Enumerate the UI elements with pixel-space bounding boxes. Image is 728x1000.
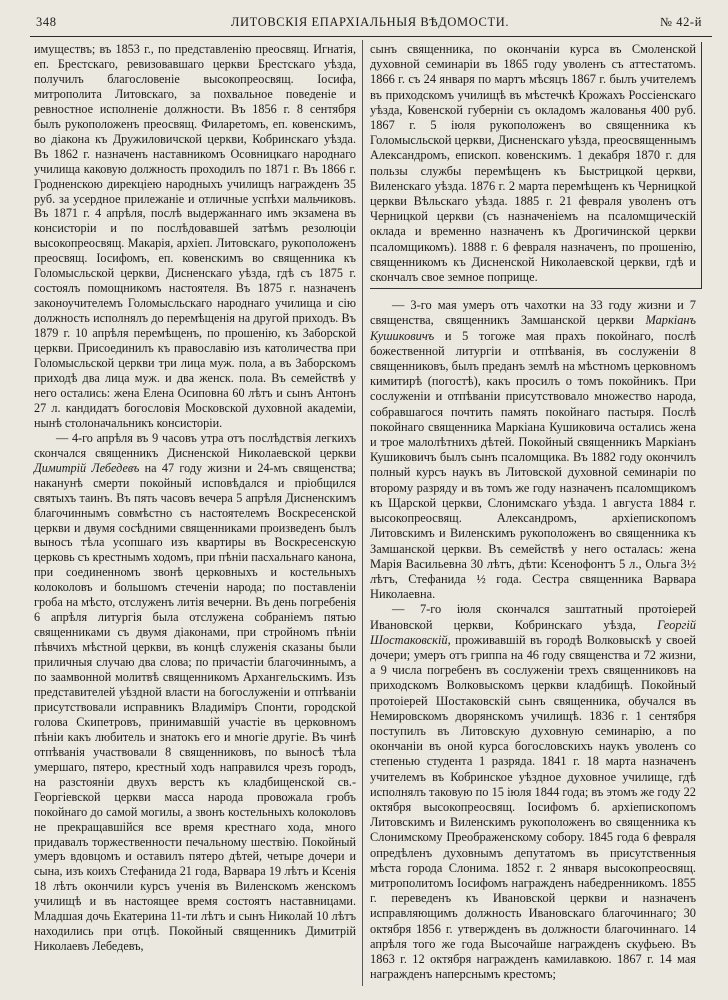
header-rule — [30, 36, 712, 37]
obituary-lebedev-body: на 47 году жизни и 24-мъ священства; наканунѣ смерти покойный исповѣдался и пріобщился святыхъ таинъ. Въ пять часовъ вечера 5 апрѣля Дисненскимъ благочиннымъ совмѣстно съ настоятелемъ Воскресенской церкви и двумя сосѣдними священниками произведенъ былъ выносъ тѣла усопшаго изъ квартиры въ Воскресенскую церковь съ крестнымъ ходомъ, при пѣніи пасхальнаго канона, при соединенномъ звонѣ церковныхъ и костельныхъ колоколовъ и большомъ стеченіи народа; по поставленіи гроба на мѣсто, отслуженъ литія вечерни. Въ день погребенія 6 апрѣля литургія была отслужена собраніемъ пятью священниками съ двумя діаконами, при стройномъ пѣніи пѣвчихъ мѣстной церкви, въ концѣ служенія сказаны были приличныя случаю два слова; по причастіи благочиннымъ, а по заамвонной молитвѣ священникомъ Архангельскимъ. Изъ представителей уѣздной власти на богослуженіи и отпѣваніи присутствовали исправникъ Владиміръ Спонти, городской голова Скипетровъ, принимавшій участіе въ церковномъ пѣніи какъ любитель и знатокъ его и многіе другіе. Въ чинѣ отпѣванія участвовали 8 священниковъ, по выносѣ тѣла умершаго, пятеро, крестный ходъ направился чрезъ городъ, на разстояніи двухъ верстъ къ кладбищенской св.-Георгіевской церкви масса народа провожала гробъ покойнаго до самой могилы, а звонъ костельныхъ колоколовъ не прекращавшійся все время крестнаго хода, много придавалъ торжественности печальному шествію. Покойный умеръ вдовцомъ и оставилъ пятеро дѣтей, четыре дочери и сына, изъ коихъ Стефанида 21 года, Варвара 19 лѣтъ и Ксенія 18 лѣтъ окончили курсъ ученія въ Виленскомъ женскомъ училищѣ и въ настоящее время состоятъ наставницами. Младшая дочь Екатерина 11-ти лѣтъ и сынъ Николай 10 лѣтъ находились при отцѣ. Покойный священникъ Димитрій Николаевъ Лебедевъ, — [34, 460, 356, 954]
obituary-kushikovich — [370, 298, 696, 602]
left-column — [34, 42, 356, 954]
page-header — [30, 13, 710, 33]
person-name-kushikovich: Маркіанъ Кушиковичъ — [370, 313, 696, 343]
publication-title: ЛИТОВСКІЯ ЕПАРХІАЛЬНЫЯ ВѢДОМОСТИ. — [230, 15, 510, 29]
boxed-continuation — [370, 42, 702, 289]
obituary-lebedev — [34, 431, 356, 954]
lebedev-biography: сынъ священника, по окончаніи курса въ Смоленской духовной семинаріи въ 1865 году уволенъ съ аттестатомъ. 1866 г. съ 24 января по мартъ мѣсяцъ 1867 г. былъ учителемъ въ приходскомъ училищѣ въ мѣстечкѣ Крожахъ Россіенскаго уѣзда, Ковенской губерніи съ окладомъ жалованья 400 руб. 1867 г. 5 іюля рукоположенъ во священника къ Голомысльской церкви, Дисненскаго уѣзда, преосвященнымъ Александромъ, епископ. ковенскимъ. 1 декабря 1870 г. для пользы службы перемѣщенъ къ Быстрицкой церкви, Виленскаго уѣзда. 1876 г. 2 марта перемѣщенъ къ Черницкой церкви Вѣльскаго уѣзда. 1885 г. 21 февраля уволенъ отъ Черницкой церкви (съ назначеніемъ на псаломщическій оклада и временно назначенъ къ Дрогичинской церкви псаломщикомъ). 1888 г. 6 февраля назначенъ, по прошенію, священникомъ къ Дисненской Николаевской церкви, гдѣ и скончалъ свое земное поприще. — [370, 42, 697, 285]
issue-number: № 42-й — [659, 15, 702, 29]
obituary-shostakovsky-body: , проживавшій въ городѣ Волковыскѣ у своей дочери; умеръ отъ гриппа на 46 году священства и 72 жизни, а 9 числа погребенъ въ сослуженіи трехъ священниковъ на приходскомъ Волковыскомъ церкви кладбищѣ. Покойный протоіерей Шостаковскій сынъ священника, обучался въ Немировскомъ дворянскомъ училищѣ. 1836 г. 1 сентября поступилъ въ Литовскую духовную семинарію, а по окончаніи въ оной курса богословскихъ наукъ уволенъ со степенью студента 1 разряда. 1841 г. 18 марта назначенъ учителемъ въ Кобринское уѣздное духовное училище, гдѣ исполнялъ таковую по 15 іюля 1844 года; въ этомъ же году 22 октября высокопреосвящ. Іосифомъ б. архіепископомъ Литовскимъ и Виленскимъ рукоположенъ во священника къ Слонимскому Преображенскому собору. 1845 года 6 февраля опредѣленъ духовнымъ депутатомъ въ присутственныя мѣста города Слонима. 1852 г. 2 января высокопреосвящ. митрополитомъ Іосифомъ награжденъ набедренникомъ. 1855 г. переведенъ къ Ивановской церкви и назначенъ исправляющимъ должность Ивановскаго благочиннаго; 30 октября 1856 г. утвержденъ въ должности благочиннаго. 14 апрѣля того же года Высочайше награжденъ скуфьею. Въ 1863 г. 12 октября награжденъ камилавкою. 1867 г. 14 мая награжденъ наперснымъ крестомъ; — [370, 632, 696, 982]
obituary-shostakovsky-intro: — 7-го іюля скончался заштатный протоіерей Ивановской церкви, Кобринскаго уѣзда, — [370, 602, 696, 632]
obituary-kushikovich-intro: — 3-го мая умеръ отъ чахотки на 33 году жизни и 7 священства, священникъ Замшанской церкви — [370, 298, 696, 328]
person-name-shostakovsky: Георгій Шостаковскій — [370, 617, 696, 647]
person-name-lebedev: Димитрій Лебедевъ — [34, 460, 140, 475]
column-divider — [362, 40, 363, 986]
article-continuation: имуществъ; въ 1853 г., по представленію преосвящ. Игнатія, еп. Брестскаго, ревизовавшаго церкви Брестскаго уѣзда, получилъ благословеніе высокопреосвящ. Іосифа, митрополита Литовскаго, за похвальное поведеніе и ревностное исполненіе должности. Въ 1856 г. 8 сентября былъ рукоположенъ преосвящ. Филаретомъ, еп. ковенскимъ, во діакона къ Дружиловичской церкви, Кобринскаго уѣзда. Въ 1862 г. назначенъ наставникомъ Осовницкаго народнаго училища каковую должность проходилъ по 1871 г. Въ 1866 г. Гродненскою дирекціею народныхъ училищъ награжденъ 35 руб. за усердное прилежаніе и отличные успѣхи мальчиковъ. Въ 1871 г. 4 апрѣля, послѣ выдержаннаго имъ экзамена въ консисторіи и по послѣдовавшей затѣмъ резолюціи высокопреосвящ. Макарія, архіеп. Литовскаго, рукоположенъ преосвящ. Іосифомъ, еп. ковенскимъ во священника къ Голомысльской церкви, Дисненскаго уѣзда, гдѣ съ 1875 г. состоялъ помощникомъ настоятеля. Въ 1875 г. назначенъ законоучителемъ Голомысльскаго народнаго училища и сію должность исполнялъ до перемѣщенія на другой приходъ. Въ 1879 г. 10 апрѣля перемѣщенъ, по прошенію, къ Заборской церкви. Присоединилъ къ православію изъ католичества при Голомысльской церкви три лица муж. пола, а въ Заборскомъ приходѣ два лица муж. и два женск. пола. Въ семействѣ у него остались: жена Елена Осиповна 60 лѣтъ и сынъ Антонъ 27 л. кандидатъ богословія Московской духовной академіи, нынѣ столоначальникъ консисторіи. — [34, 42, 356, 430]
page-number: 348 — [36, 15, 57, 29]
right-column — [370, 42, 696, 982]
obituary-lebedev-intro: — 4-го апрѣля въ 9 часовъ утра отъ послѣдствія легкихъ скончался священникъ Дисненской Николаевской церкви — [34, 430, 356, 460]
obituary-kushikovich-body: и 5 тогоже мая прахъ покойнаго, послѣ божественной литургіи и отпѣванія, въ сослуженіи 8 священниковъ, былъ преданъ землѣ на мѣстномъ церковномъ кимитирѣ (погостѣ), какъ просилъ о томъ покойникъ. При сослуженіи и отпѣваніи присутствовало множество народа, собравшагося почтить память покойнаго пастыря. Послѣ покойнаго священника Маркіана Кушиковича остались жена и трое малолѣтнихъ дѣтей. Покойный священникъ Маркіанъ Кушиковичъ былъ сынъ псаломщика. Въ 1882 году окончилъ полный курсъ наукъ въ Литовской духовной семинаріи по второму разряду и въ томъ же году назначенъ псаломщикомъ къ Щарской церкви, Слонимскаго уѣзда. 1 августа 1884 г. высокопреосвящ. Александромъ, архіепископомъ Литовскимъ и Виленскимъ рукоположенъ во священника къ Замшанской церкви. Въ семействѣ у него осталась: жена Марія Васильевна 30 лѣтъ, дѣти: Ксенофонтъ 5 л., Ольга 3½ лѣтъ, Стефанида ½ года. Сестра священника Варвара Николаевна. — [370, 328, 696, 602]
obituary-shostakovsky — [370, 602, 696, 982]
